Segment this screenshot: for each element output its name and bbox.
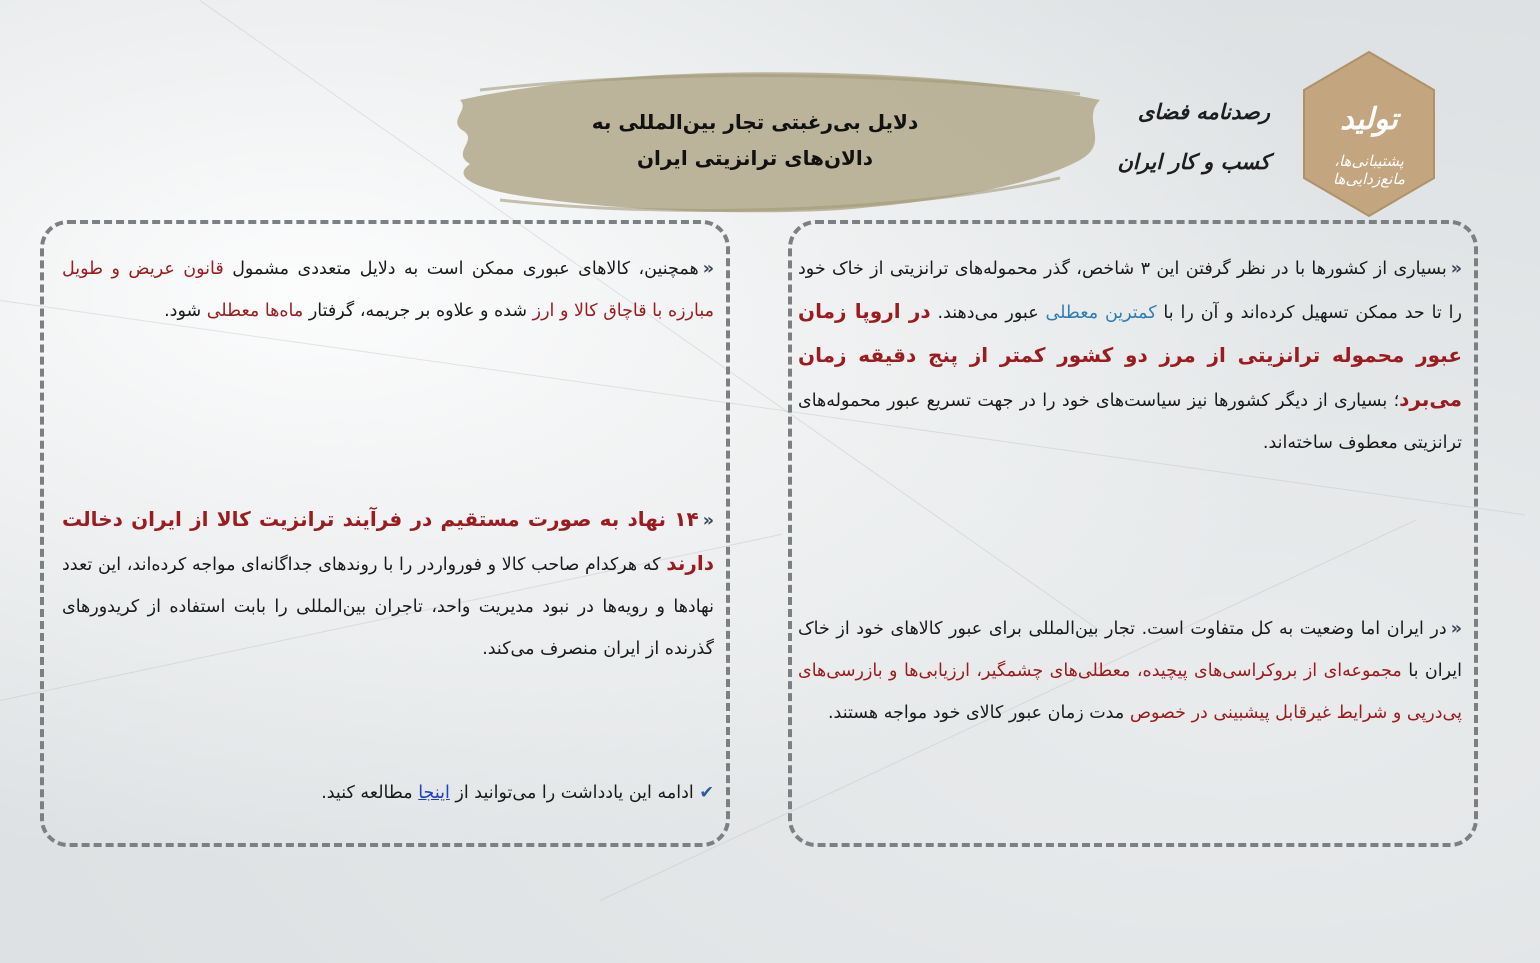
double-chevron-left-icon: « xyxy=(702,511,714,531)
double-chevron-left-icon: « xyxy=(1450,619,1462,639)
double-chevron-left-icon: « xyxy=(1450,259,1463,279)
logo-title: تولید xyxy=(1340,102,1398,137)
continue-reading-note: ✔ ادامه این یادداشت را می‌توانید از اینجا مطالعه کنید. xyxy=(321,783,714,803)
continue-reading-link[interactable]: اینجا xyxy=(418,783,450,803)
logo-subtitle: پشتیبانی‌ها، مانع‌زدایی‌ها xyxy=(1332,152,1405,188)
left-paragraph-1: «همچنین، کالاهای عبوری ممکن است به دلایل متعددی مشمول قانون عریض و طویل مبارزه با قاچاق کالا و ارز شده و علاوه بر جریمه، گرفتار ماه‌ها معطلی شود. xyxy=(62,259,714,321)
double-chevron-left-icon: « xyxy=(702,259,714,279)
left-paragraph-2: «۱۴ نهاد به صورت مستقیم در فرآیند ترانزیت کالا از ایران دخالت دارند که هرکدام صاحب کالا و فورواردر را با روندهای جداگانه‌ای مواجه کرده‌اند، این تعدد نهادها و رویه‌ها در نبود مدیریت واحد، تاجران بین‌المللی را بابت استفاده از کریدورهای گذرنده از ایران منصرف می‌کند. xyxy=(62,507,714,659)
page-title xyxy=(560,104,950,176)
page-title-line1: دلایل بی‌رغبتی تجار بین‌المللی به xyxy=(591,110,919,134)
page-title-line2: دالان‌های ترانزیتی ایران xyxy=(636,146,874,170)
publication-name-line2: کسب و کار ایران xyxy=(1117,150,1270,174)
publication-name xyxy=(1118,100,1271,174)
right-paragraph-1: «بسیاری از کشورها با در نظر گرفتن این ۳ شاخص، گذر محموله‌های ترانزیتی از خاک خود را تا حد ممکن تسهیل کرده‌اند و آن را با کمترین معطلی عبور می‌دهند. در اروپا زمان عبور محموله ترانزیتی از مرز دو کشور کمتر از پنج دقیقه زمان می‌برد؛ بسیاری از دیگر کشورها نیز سیاست‌های خود را در جهت تسریع عبور محموله‌های ترانزیتی معطوف ساخته‌اند. xyxy=(798,259,1463,453)
publication-name-line1: رصدنامه فضای xyxy=(1137,100,1270,124)
right-paragraph-2: «در ایران اما وضعیت به کل متفاوت است. تجار بین‌المللی برای عبور کالاهای خود از خاک ایران با مجموعه‌ای از بروکراسی‌های پیچیده، معطلی‌های چشمگیر، ارزیابی‌ها و بازرسی‌های پی‌درپی و شرایط غیرقابل پیشبینی در خصوص مدت زمان عبور کالای خود مواجه هستند. xyxy=(798,619,1462,723)
logo-badge xyxy=(1300,50,1438,218)
check-badge-icon: ✔ xyxy=(699,783,714,803)
